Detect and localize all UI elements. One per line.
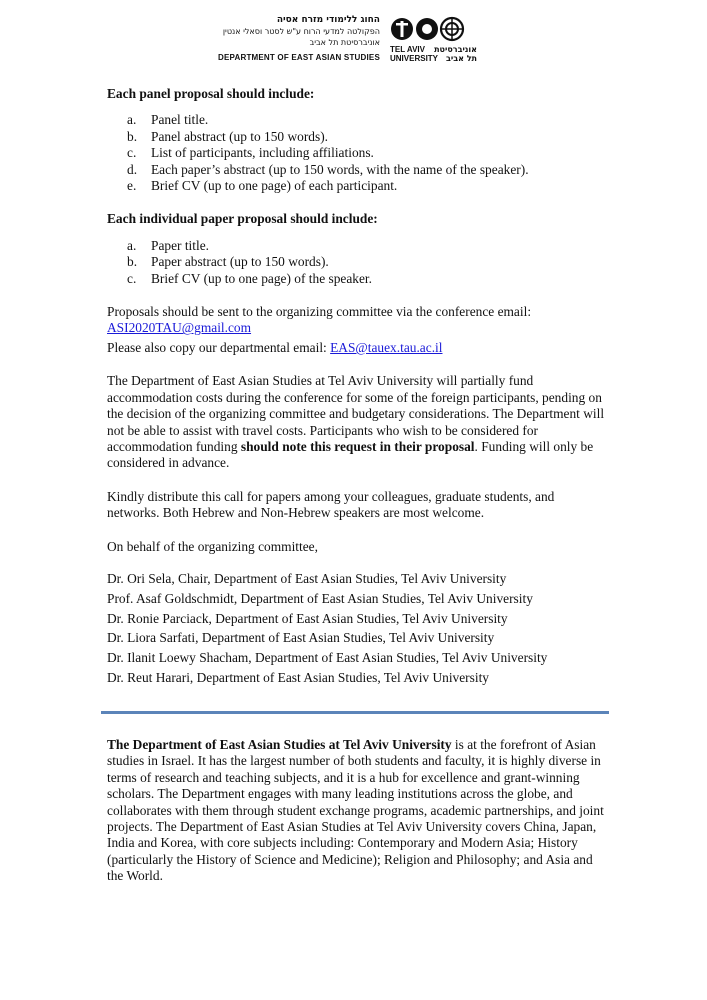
individual-list: [107, 238, 607, 287]
logo-en-line2: UNIVERSITY: [390, 54, 439, 63]
individual-heading: Each individual paper proposal should include:: [107, 211, 378, 227]
committee-member: Dr. Reut Harari, Department of East Asian Studies, Tel Aviv University: [107, 669, 489, 685]
list-marker: e.: [127, 178, 137, 194]
list-item: [107, 271, 607, 287]
about-emphasis: The Department of East Asian Studies at Tel Aviv University: [107, 737, 452, 752]
panel-heading: Each panel proposal should include:: [107, 86, 315, 101]
funding-emphasis: should note this request in their proposal: [240, 438, 475, 454]
committee-member: Dr. Ronie Parciack, Department of East Asian Studies, Tel Aviv University: [107, 610, 508, 626]
funding-text-end: . Funding will only be considered in advance.: [107, 438, 594, 471]
distribute-paragraph: Kindly distribute this call for papers among your colleagues, graduate students, and networks. Both Hebrew and Non-Hebrew speakers are most welcome.: [107, 488, 555, 521]
list-item: [107, 162, 607, 178]
list-marker: b.: [127, 254, 138, 270]
logo-he-line2: תל אביב: [445, 54, 477, 63]
about-paragraph: [107, 737, 607, 885]
copy-paragraph: [107, 340, 607, 356]
list-marker: a.: [127, 112, 137, 128]
contact-line1: Proposals should be sent to the organizing committee via the conference email:: [107, 304, 532, 320]
committee-list: [107, 569, 607, 688]
list-item-text: Each paper’s abstract (up to 150 words, with the name of the speaker).: [151, 161, 529, 177]
committee-member: Dr. Ori Sela, Chair, Department of East Asian Studies, Tel Aviv University: [107, 570, 507, 586]
behalf-line: On behalf of the organizing committee,: [107, 538, 318, 554]
list-item-text: Brief CV (up to one page) of the speaker.: [151, 270, 373, 286]
logo-he-line1: אוניברסיטת: [434, 45, 477, 54]
logo-text-he: [431, 45, 477, 63]
conference-email-link[interactable]: ASI2020TAU@gmail.com: [107, 320, 252, 336]
list-item: [107, 238, 607, 254]
list-item-text: Panel title.: [151, 112, 209, 128]
department-email-link[interactable]: EAS@tauex.tau.ac.il: [330, 339, 443, 355]
list-item: [107, 129, 607, 145]
committee-member: Prof. Asaf Goldschmidt, Department of East Asian Studies, Tel Aviv University: [107, 590, 533, 606]
header-he-university: אוניברסיטת תל אביב: [309, 38, 380, 47]
document-body: [107, 86, 607, 688]
committee-member: Dr. Liora Sarfati, Department of East Asian Studies, Tel Aviv University: [107, 630, 495, 646]
funding-text: The Department of East Asian Studies at Tel Aviv University will partially fund accommodation costs during the conference for some of the foreign participants, pending on the decision of the organizing committee and budgetary considerations. The Department will not be able to assist with travel costs. Participants who wish to be considered for accommodation funding: [107, 373, 605, 454]
list-marker: b.: [127, 128, 138, 144]
logo-en-line1: TEL AVIV: [390, 45, 425, 54]
header-department-en: DEPARTMENT OF EAST ASIAN STUDIES: [218, 53, 380, 62]
about-text: is at the forefront of Asian studies in Israel. It has the largest number of both students and faculty, it is highly diverse in terms of research and teaching subjects, and it is a hub for excellence and grant-winning scholars. The Department engages with many leading institutions across the globe, and collaborates with them through student exchange programs, academic partnerships, and joint projects. The Department of East Asian Studies at Tel Aviv University covers China, Japan, India and Korea, with core subjects including: Contemporary and Modern Asia; History (particularly the History of Science and Medicine); Religion and Philosophy; and Asia and the World.: [107, 737, 604, 884]
list-item-text: List of participants, including affiliations.: [151, 145, 374, 161]
list-marker: a.: [127, 237, 137, 253]
list-marker: c.: [127, 145, 137, 161]
list-item-text: Paper title.: [151, 237, 210, 253]
list-item-text: Paper abstract (up to 150 words).: [151, 254, 329, 270]
panel-list: [107, 112, 607, 194]
list-item-text: Brief CV (up to one page) of each participant.: [151, 178, 398, 194]
header-he-faculty: הפקולטה למדעי הרוח ע"ש לסטר וסאלי אנטין: [222, 27, 380, 36]
header-hebrew: [223, 15, 380, 48]
list-marker: c.: [127, 270, 137, 286]
list-item-text: Panel abstract (up to 150 words).: [151, 128, 329, 144]
header-he-dept: החוג ללימודי מזרח אסיה: [276, 15, 380, 25]
contact-paragraph: [107, 304, 607, 337]
list-item: [107, 145, 607, 161]
contact-line2: Please also copy our departmental email:: [107, 339, 327, 355]
list-item: [107, 112, 607, 128]
section-divider: [101, 711, 609, 714]
committee-member: Dr. Ilanit Loewy Shacham, Department of East Asian Studies, Tel Aviv University: [107, 650, 548, 666]
list-item: [107, 254, 607, 270]
list-item: [107, 178, 607, 194]
funding-paragraph: [107, 373, 607, 471]
list-marker: d.: [127, 161, 138, 177]
